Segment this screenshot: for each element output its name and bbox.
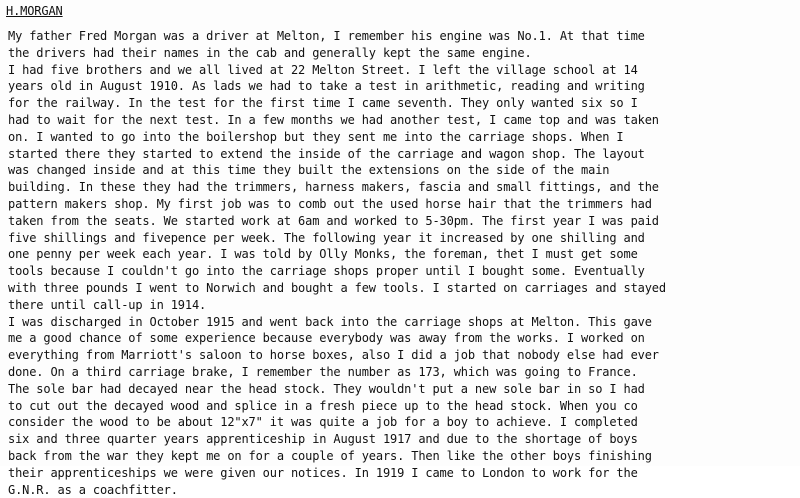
text-line: was changed inside and at this time they built the extensions on the side of the main <box>8 163 610 178</box>
text-line: back from the war they kept me on for a couple of years. Then like the other boys finishing <box>8 448 652 463</box>
text-line: on. I wanted to go into the boilershop but they sent me into the carriage shops. When I <box>8 129 624 144</box>
text-line: G.N.R. as a coachfitter. <box>8 482 178 497</box>
text-line: had to wait for the next test. In a few months we had another test, I came top and was taken <box>8 112 659 127</box>
text-line: years old in August 1910. As lads we had to take a test in arithmetic, reading and writing <box>8 79 645 94</box>
text-line: their apprenticeships we were given our notices. In 1919 I came to London to work for the <box>8 465 638 480</box>
memoir-text <box>8 28 794 498</box>
text-line: six and three quarter years apprenticeship in August 1917 and due to the shortage of boys <box>8 432 638 447</box>
text-line: The sole bar had decayed near the head stock. They wouldn't put a new sole bar in so I had <box>8 381 645 396</box>
text-line: tools because I couldn't go into the carriage shops proper until I bought some. Eventually <box>8 264 645 279</box>
text-line: five shillings and fivepence per week. The following year it increased by one shilling and <box>8 230 645 245</box>
text-line: the drivers had their names in the cab and generally kept the same engine. <box>8 45 532 60</box>
text-line: to cut out the decayed wood and splice in a fresh piece up to the head stock. When you co <box>8 398 638 413</box>
text-line: one penny per week each year. I was told by Olly Monks, the foreman, thet I must get some <box>8 247 638 262</box>
text-line: building. In these they had the trimmers, harness makers, fascia and small fittings, and the <box>8 180 659 195</box>
text-line: started there they started to extend the inside of the carriage and wagon shop. The layout <box>8 146 645 161</box>
text-line: everything from Marriott's saloon to horse boxes, also I did a job that nobody else had ever <box>8 348 659 363</box>
text-line: I had five brothers and we all lived at 22 Melton Street. I left the village school at 14 <box>8 62 638 77</box>
text-line: I was discharged in October 1915 and went back into the carriage shops at Melton. This gave <box>8 314 652 329</box>
text-line: pattern makers shop. My first job was to comb out the used horse hair that the trimmers had <box>8 196 652 211</box>
text-line: there until call-up in 1914. <box>8 297 207 312</box>
text-line: with three pounds I went to Norwich and bought a few tools. I started on carriages and stayed <box>8 280 666 295</box>
text-line: consider the wood to be about 12"x7" it was quite a job for a boy to achieve. I completed <box>8 415 638 430</box>
text-line: done. On a third carriage brake, I remember the number as 173, which was going to France. <box>8 364 638 379</box>
text-line: me a good chance of some experience because everybody was away from the works. I worked on <box>8 331 645 346</box>
text-line: for the railway. In the test for the first time I came seventh. They only wanted six so I <box>8 96 638 111</box>
author-heading: H.MORGAN <box>6 4 63 18</box>
text-line: taken from the seats. We started work at 6am and worked to 5-30pm. The first year I was paid <box>8 213 659 228</box>
text-line: My father Fred Morgan was a driver at Melton, I remember his engine was No.1. At that time <box>8 29 645 43</box>
